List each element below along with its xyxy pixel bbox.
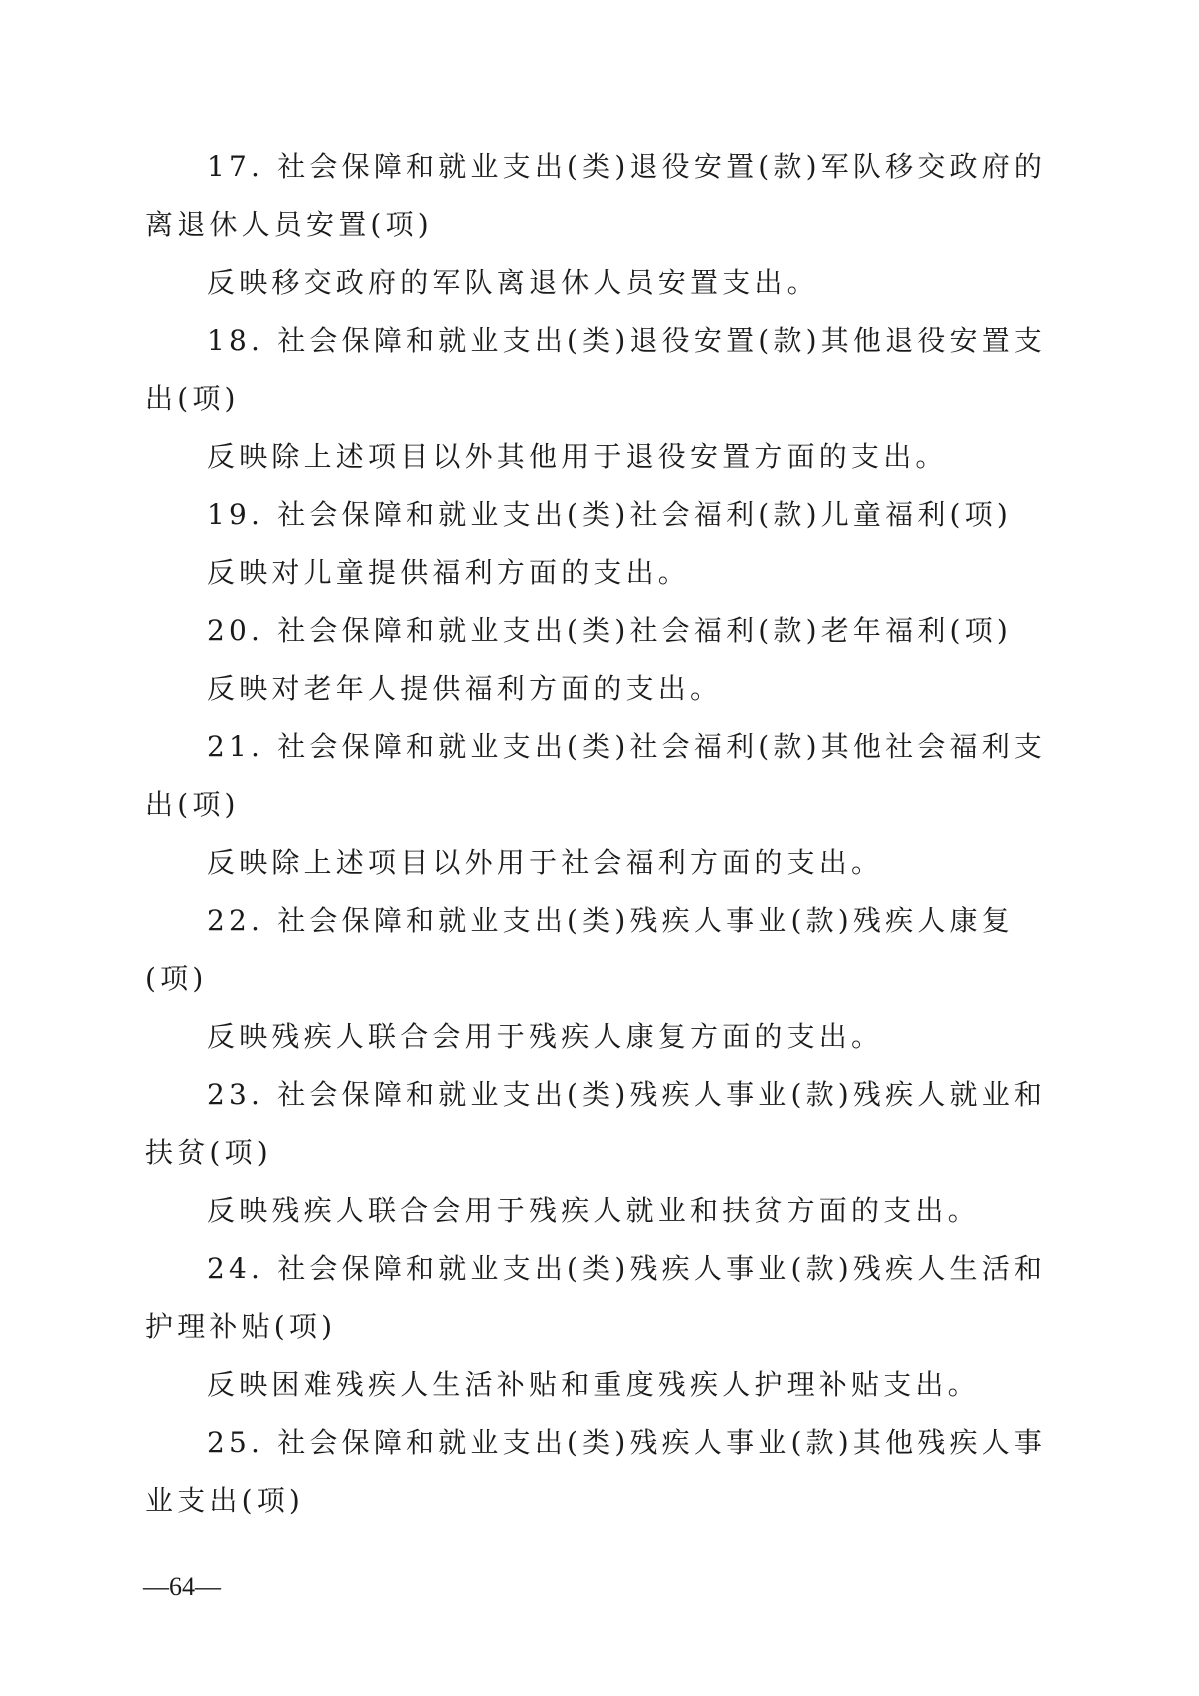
entry-24-heading: 24. 社会保障和就业支出(类)残疾人事业(款)残疾人生活和 (207, 1252, 1047, 1285)
entry-19-description: 反映对儿童提供福利方面的支出。 (207, 556, 691, 589)
entry-23-description: 反映残疾人联合会用于残疾人就业和扶贫方面的支出。 (207, 1194, 980, 1227)
entry-22-heading-cont: (项) (145, 962, 208, 995)
entry-22-description: 反映残疾人联合会用于残疾人康复方面的支出。 (207, 1020, 884, 1053)
entry-17-heading: 17. 社会保障和就业支出(类)退役安置(款)军队移交政府的 (207, 150, 1047, 183)
entry-21-heading: 21. 社会保障和就业支出(类)社会福利(款)其他社会福利支 (207, 730, 1047, 763)
entry-20-description: 反映对老年人提供福利方面的支出。 (207, 672, 723, 705)
entry-17-heading-cont: 离退休人员安置(项) (145, 208, 433, 241)
entry-25-heading-cont: 业支出(项) (145, 1484, 305, 1517)
entry-24-heading-cont: 护理补贴(项) (145, 1310, 337, 1343)
entry-22-heading: 22. 社会保障和就业支出(类)残疾人事业(款)残疾人康复 (207, 904, 1014, 937)
document-body (145, 138, 1065, 1530)
entry-18-heading: 18. 社会保障和就业支出(类)退役安置(款)其他退役安置支 (207, 324, 1047, 357)
entry-21-heading-cont: 出(项) (145, 788, 240, 821)
entry-21-description: 反映除上述项目以外用于社会福利方面的支出。 (207, 846, 884, 879)
entry-23-heading: 23. 社会保障和就业支出(类)残疾人事业(款)残疾人就业和 (207, 1078, 1047, 1111)
entry-19-heading: 19. 社会保障和就业支出(类)社会福利(款)儿童福利(项) (207, 498, 1012, 531)
entry-25-heading: 25. 社会保障和就业支出(类)残疾人事业(款)其他残疾人事 (207, 1426, 1047, 1459)
entry-18-heading-cont: 出(项) (145, 382, 240, 415)
entry-23-heading-cont: 扶贫(项) (145, 1136, 272, 1169)
entry-17-description: 反映移交政府的军队离退休人员安置支出。 (207, 266, 819, 299)
entry-24-description: 反映困难残疾人生活补贴和重度残疾人护理补贴支出。 (207, 1368, 980, 1401)
entry-18-description: 反映除上述项目以外其他用于退役安置方面的支出。 (207, 440, 948, 473)
entry-20-heading: 20. 社会保障和就业支出(类)社会福利(款)老年福利(项) (207, 614, 1012, 647)
page-number: —64— (143, 1572, 221, 1601)
